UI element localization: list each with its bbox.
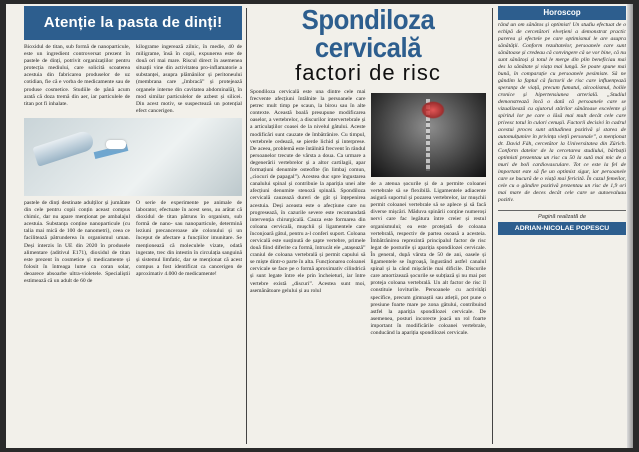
neck-pain-photo — [371, 93, 487, 177]
middle-article — [250, 6, 486, 446]
left-article-body-top — [24, 44, 242, 115]
column-divider-left — [246, 8, 247, 444]
toothpaste-photo — [24, 118, 242, 196]
right-article — [498, 6, 626, 446]
right-article-banner: Horoscop — [498, 6, 626, 20]
toothpaste-tube-shape — [32, 129, 95, 167]
page-edge — [627, 4, 633, 448]
middle-article-col2: de a atenua șocurile și de a permite coloanei vertebrale să se flexibilă. Ligamentele adiacente asigură suportul și pozarea vertebrelor, iar mușchii permit coloanei vertebrale să se aplece și să facă diverse mișcări. Măduva spinării conține numeroși nervi care fac legătura între creier și restul organismului; ea este protejată de coloana vertebrală, respectiv de partea osoasă a acesteia. Îmbătrânirea reprezintă principalul factor de risc legat de posturile și apariția spondilozei cervicale. În general, după vârsta de 50 de ani, oasele și ligamentele se îngroașă, îngustând astfel canalul spinal și la când mișcările mai dificile. Discurile care amortizează șocurile se subțiază și nu mai pot proteja coloana vertebrală. Un alt factor de risc îl constituie loviturile. Persoanele cu activități specifice, precum gimnaștii sau atleții, pot pune o presiune foarte mare pe zona gâtului, contribuind astfel la apariția spondilozei cervicale. De asemenea, posturi incorecte joacă un rol foarte important în modificările coloanei vertebrale, conducând la apariția spondilozei cervicale. — [370, 181, 486, 336]
middle-article-body — [250, 89, 486, 337]
byline-label: Pagină realizată de — [538, 214, 586, 220]
byline-name: ADRIAN-NICOLAE POPESCU — [498, 222, 626, 235]
left-article-body-bottom — [24, 200, 242, 285]
middle-article-col2-wrap — [371, 89, 487, 337]
newspaper-page — [6, 4, 633, 448]
left-article — [24, 6, 242, 446]
column-divider-right — [492, 8, 493, 444]
right-article-text: rând un om sănătos și optimist! Un studiu efectuat de o echipă de cercetători elvețieni a demonstrat practic parerea și efectele pe care optimismul le are asupra sănătății. Conform rezultatelor, persoanele care sunt sănătoase și credeau că convingere că se vor bine, că nu sunt sănătoși și totul le merge din plin beneficiau mai des la sănătate și viața mai lungă. Se poate spune mai bună, în comparație cu persoanele pesimiste. Să ne gândim la faptul că factorii de risc care influențează speranța de viață, precum fumatul, alcoolismul, bolile cronice și hipertensiunea arterială. „Studiul demonstrează încă o dată că persoanele care se vizualizează cu ajutorul stărilor sănătoase excelente și spiritul lor pe care o lăsă mai mult decât cele care privesc totul în culori cenușii. Factorii decisivi în cadrul acestui proces sunt atitudinea pozitivă și starea de automulțumire în privința vieții personale”, a menționat dr. David Fäh, cercetător la Universitatea din Zürich. Conform datelor de la cercetarea studiului, bărbații optimisti prezentau un risc cu 50 la sută mai mic de a muri de boli cardiovasculare. Tot ce este la fel de important este să fie un optimist sigur, iar persoanele care se bucură de o viață mai fericită. În cazul femeilor, cele cu o gândire pozitivă prezentau un risc de 1,9 ori mai mare de deces decât cele care se autoevaluau pozitiv. — [498, 22, 626, 203]
left-article-title: Atenție la pasta de dinți! — [24, 6, 242, 40]
paste-blob-shape — [106, 140, 126, 149]
middle-article-subtitle: factori de risc — [295, 60, 441, 85]
left-article-col2-top: kilograme ingerează zilnic, în medie, 40 de miligrame, însă în copii, expunerea este de două ori mai mare. Riscul direct în asemenea situații vine din activitatea pro-inflamatorie a substanței, asupra plămânilor și peritoneului (membrana care „îmbracă” și protejează organele interne din cavitatea abdominală), în mod similar particulelor de azbest și silicei. Din acest motiv, se suspectează un potențial efect cancerigen. — [136, 44, 242, 114]
middle-article-col1: Spondiloza cervicală este una dintre cele mai frecvente afecțiuni întâlnite la persoanele care petrec mult timp pe scaun, la birou sau în alte contexte. Această boală presupune modificarea oaselor, a vertebrelor, a discurilor intervertebrale și a articulațiilor coasei de la nivelul gâtului. Aceste modificări sunt cauzate de îmbătrânire. Cu timpul, vertebrele cedează, se pierde lichid și interprese. De aceea, problemă este întâlnită frecvent în rândul persoanelor trecute de vârsta a doua. Ca urmare a degenerării vertebrelor și a altor cartilagii, apar formațiuni denumite osteofite (în limbaj comun, „ciocuri de papagal”). Acestea duc spre îngustarea canalului spinal și contribuie la apariția unei alte afecțiuni denumite stenoză spinală. Spondiloza cervicală cauzează dureri de gât și înțepenirea acestuia. Deși aceasta este o afecțiune care nu progresează, în cazurile severe este recomandată intervenția chirurgicală. Cauza este formarea din coloana cervicală, mușchii și ligamentele care înconjoară gâtul, pentru a-l conferi suport. Coloana cervicală este susținută de șapte vertebre, primele două fiind diferite ca formă, întrucât ele „atașează” craniul de coloana vertebrală și permit capului să se miște dintr-o parte în alta. Funcționarea coloanei cervicale se face pe o formă aproximativ cilindrică și sunt legate între ele prin încheieturi, iar între vertebre există „discuri”. Acestea sunt moi, asemănătoare gelului și au rolul — [250, 89, 366, 294]
left-article-col1-bottom: pastele de dinți destinate adulților și jumătate din cele pentru copii conțin aceast compus chimic, dar nu apare menționat pe ambalajul acestuia. Substanța conține nanoparticule (cu talia mai mică de 100 de nanometri), ceea ce facilitează pătrunderea în organismul uman. Deși interzis în UE din 2020 în produsele alimentare (aditivul E171), dioxidul de titan este prezent în cosmetice și medicamente și folosit în întreaga lume ca coran solar, deoarece absoarbe ultra-violetele. Specialiștii estimează că un adult de 60 de — [24, 199, 130, 284]
left-article-col1-top: Bioxidul de titan, sub formă de nanoparticule, este un ingredient controversat prezent în pastele de dinți, potrivit organizațiilor pentru protecția mediului, care solicită scoaterea acestuia din fabricarea produselor de uz cotidian, fie că e vorba de medicamente sau de produse cosmetice. Studiile de până acum arată că doza tremă din aer, iar particulele de titan pot fi inhalate. — [24, 44, 130, 107]
middle-article-title: Spondiloza cervicală — [301, 6, 435, 63]
pain-highlight-shape — [421, 101, 445, 119]
left-article-col2-bottom: O serie de experimente pe animale de laborator, efectuate în acest sens, au arătat că dioxidul de titan pătruns în organism, sub formă de nano- sau nanoparticule, determină leziuni precanceroase ale colonului și un început de afectare a funcțiilor imunitare. Se menționează că moleculele vizate, odată ingerate, trec din intestin în circulația sanguină și sistemul limfatic, dar se menționat că acest compus a fost identificat ca cancerigen de aproximativ 4.000 de medicamente! — [136, 199, 242, 277]
byline — [498, 210, 626, 235]
